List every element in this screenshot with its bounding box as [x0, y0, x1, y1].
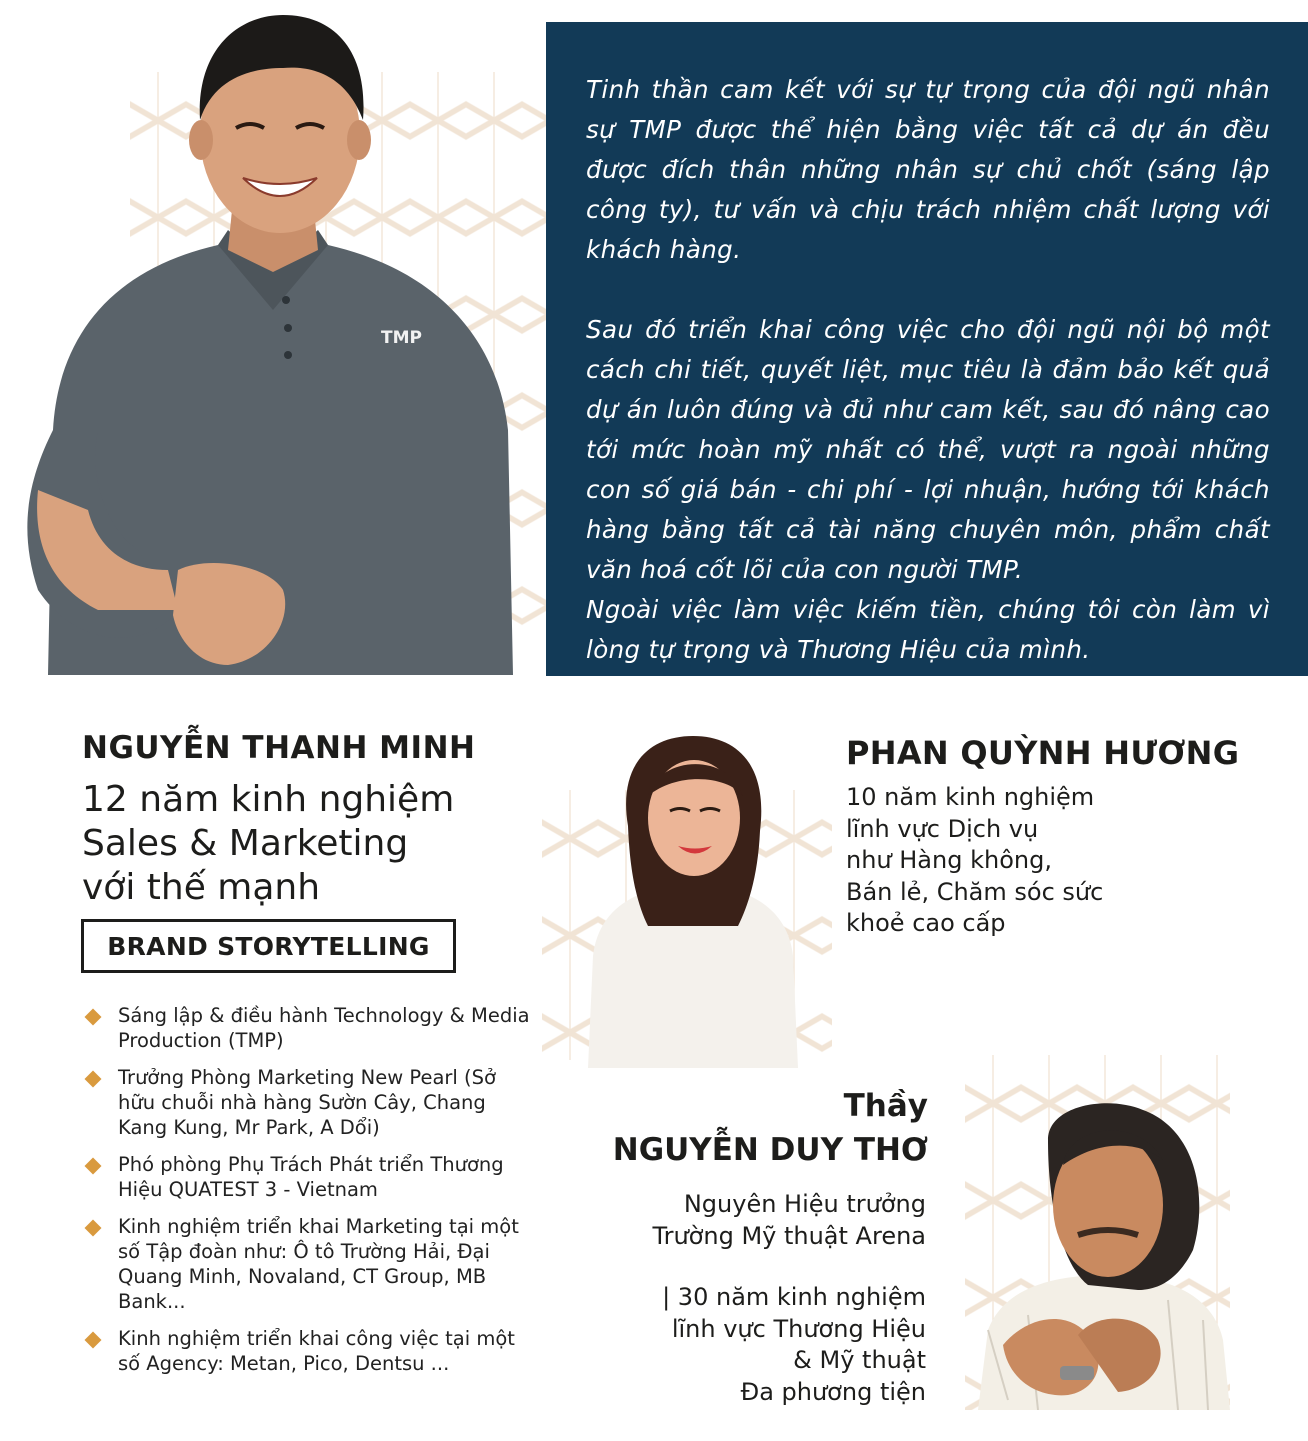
- person2-name: PHAN QUỲNH HƯƠNG: [846, 734, 1240, 772]
- person3-title: Thầy: [843, 1088, 928, 1124]
- brand-storytelling-badge: BRAND STORYTELLING: [81, 919, 456, 973]
- person1-bullet-list: [84, 1003, 534, 1388]
- person3-experience: | 30 năm kinh nghiệm lĩnh vực Thương Hiệu & Mỹ thuật Đa phương tiện: [662, 1283, 926, 1406]
- list-item: Kinh nghiệm triển khai công việc tại một số Agency: Metan, Pico, Dentsu ...: [84, 1326, 534, 1376]
- diamond-bullet-icon: [85, 1071, 102, 1088]
- portrait-phan-quynh-huong: [588, 736, 798, 1068]
- quote-paragraph-1: Tinh thần cam kết với sự tự trọng của đội ngũ nhân sự TMP được thể hiện bằng việc tất cả dự án đều được đích thân những nhân sự chủ chốt (sáng lập công ty), tư vấn và chịu trách nhiệm chất lượng với khách hàng.: [586, 75, 1270, 264]
- quote-paragraph-2: Sau đó triển khai công việc cho đội ngũ nội bộ một cách chi tiết, quyết liệt, mục tiêu là đảm bảo kết quả dự án luôn đúng và đủ như cam kết, sau đó nâng cao tới mức hoàn mỹ nhất có thể, vượt ra ngoài những con số giá bán - chi phí - lợi nhuận, hướng tới khách hàng bằng tất cả tài năng chuyên môn, phẩm chất văn hoá cốt lõi của con người TMP.: [586, 315, 1270, 584]
- list-item: Trưởng Phòng Marketing New Pearl (Sở hữu chuỗi nhà hàng Sườn Cây, Chang Kang Kung, Mr Park, A Dổi): [84, 1065, 534, 1140]
- person2-experience: 10 năm kinh nghiệm lĩnh vực Dịch vụ như Hàng không, Bán lẻ, Chăm sóc sức khoẻ cao cấp: [846, 783, 1104, 937]
- list-item: Sáng lập & điều hành Technology & Media Production (TMP): [84, 1003, 534, 1053]
- diamond-bullet-icon: [85, 1009, 102, 1026]
- quote-box: [546, 22, 1308, 676]
- shirt-logo: TMP: [381, 328, 422, 348]
- person1-experience: 12 năm kinh nghiệm Sales & Marketing với thế mạnh: [82, 779, 455, 908]
- diamond-bullet-icon: [85, 1332, 102, 1349]
- quote-paragraph-3: Ngoài việc làm việc kiếm tiền, chúng tôi còn làm vì lòng tự trọng và Thương Hiệu của mình.: [586, 595, 1270, 664]
- list-item: Kinh nghiệm triển khai Marketing tại một số Tập đoàn như: Ô tô Trường Hải, Đại Quang Minh, Novaland, CT Group, MB Bank...: [84, 1214, 534, 1314]
- person3-role: Nguyên Hiệu trưởng Trường Mỹ thuật Arena: [652, 1190, 926, 1250]
- diamond-bullet-icon: [85, 1158, 102, 1175]
- portrait-nguyen-duy-tho: [968, 1100, 1230, 1410]
- portrait-nguyen-thanh-minh: [18, 10, 533, 675]
- list-item: Phó phòng Phụ Trách Phát triển Thương Hiệu QUATEST 3 - Vietnam: [84, 1152, 534, 1202]
- person3-name: NGUYỄN DUY THƠ: [612, 1132, 928, 1168]
- person1-name: NGUYỄN THANH MINH: [82, 730, 476, 766]
- diamond-bullet-icon: [85, 1220, 102, 1237]
